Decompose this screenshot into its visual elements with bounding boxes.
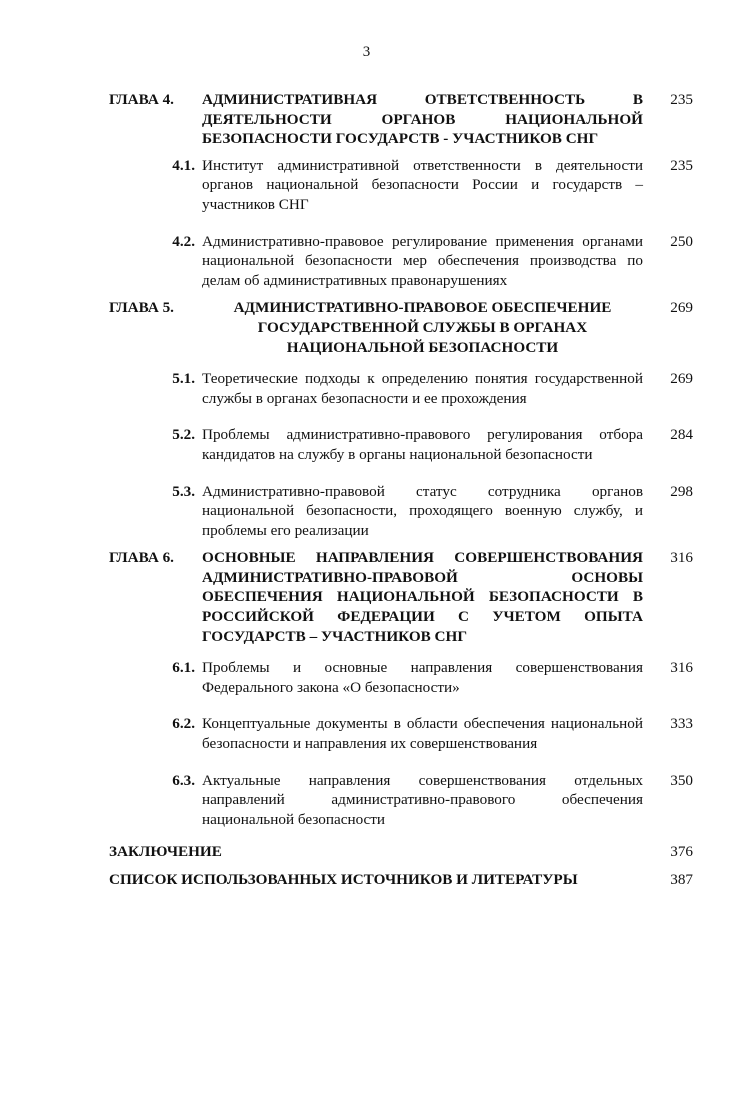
section-label: 5.2.: [172, 426, 195, 444]
table-of-contents: [109, 90, 693, 898]
chapter-title: АДМИНИСТРАТИВНАЯ ОТВЕТСТВЕННОСТЬ В ДЕЯТЕЛЬНОСТИ ОРГАНОВ НАЦИОНАЛЬНОЙ БЕЗОПАСНОСТИ ГОСУДАРСТВ - УЧАСТНИКОВ СНГ: [202, 91, 643, 148]
section-title: Административно-правовое регулирование применения органами национальной безопасности мер обеспечения производства по делам об административных правонарушениях: [202, 232, 643, 289]
section-title: Проблемы и основные направления совершенствования Федерального закона «О безопасности»: [202, 659, 643, 696]
section-label: 4.2.: [172, 232, 195, 250]
page-ref: 269: [670, 370, 693, 388]
toc-section-4-2: [109, 232, 693, 291]
chapter-label: ГЛАВА 4.: [109, 91, 174, 108]
section-title: Административно-правовой статус сотрудника органов национальной безопасности, проходящего военную службу, и проблемы его реализации: [202, 482, 643, 539]
toc-section-6-3: [109, 771, 693, 830]
chapter-label: ГЛАВА 6.: [109, 549, 174, 567]
section-label: 6.2.: [172, 715, 195, 733]
bibliography-title: СПИСОК ИСПОЛЬЗОВАННЫХ ИСТОЧНИКОВ И ЛИТЕРАТУРЫ: [109, 871, 578, 888]
page-ref: 387: [670, 871, 693, 888]
page-ref: 235: [670, 156, 693, 174]
page-ref: 250: [670, 232, 693, 250]
toc-chapter-5: [109, 298, 693, 357]
page-ref: 269: [670, 299, 693, 317]
toc-section-5-2: [109, 425, 693, 464]
toc-section-4-1: [109, 156, 693, 215]
section-title: Актуальные направления совершенствования отдельных направлений административно-правового обеспечения национальной безопасности: [202, 771, 643, 828]
page-ref: 316: [670, 659, 693, 677]
toc-section-6-2: [109, 714, 693, 753]
toc-chapter-4: [109, 90, 693, 149]
chapter-label: ГЛАВА 5.: [109, 299, 174, 317]
section-title: Институт административной ответственности в деятельности органов национальной безопасности России и государств – участников СНГ: [202, 156, 643, 213]
page-ref: 350: [670, 771, 693, 789]
section-label: 4.1.: [172, 156, 195, 174]
page-ref: 316: [670, 549, 693, 567]
section-label: 6.3.: [172, 771, 195, 789]
section-title: Концептуальные документы в области обеспечения национальной безопасности и направления их совершенствования: [202, 715, 643, 753]
chapter-title: ОСНОВНЫЕ НАПРАВЛЕНИЯ СОВЕРШЕНСТВОВАНИЯ АДМИНИСТРАТИВНО-ПРАВОВОЙ ОСНОВЫ ОБЕСПЕЧЕНИЯ НАЦИОНАЛЬНОЙ БЕЗОПАСНОСТИ В РОССИЙСКОЙ ФЕДЕРАЦИИ С УЧЕТОМ ОПЫТА ГОСУДАРСТВ – УЧАСТНИКОВ СНГ: [202, 549, 643, 645]
section-label: 5.3.: [172, 482, 195, 500]
section-label: 6.1.: [172, 659, 195, 677]
page-ref: 298: [670, 482, 693, 500]
page-ref: 284: [670, 426, 693, 444]
section-label: 5.1.: [172, 370, 195, 388]
chapter-title: АДМИНИСТРАТИВНО-ПРАВОВОЕ ОБЕСПЕЧЕНИЕ ГОСУДАРСТВЕННОЙ СЛУЖБЫ В ОРГАНАХ НАЦИОНАЛЬНОЙ БЕЗОПАСНОСТИ: [233, 299, 612, 356]
toc-section-5-3: [109, 482, 693, 541]
conclusion-title: ЗАКЛЮЧЕНИЕ: [109, 843, 222, 861]
section-title: Проблемы административно-правового регулирования отбора кандидатов на службу в органы национальной безопасности: [202, 426, 643, 463]
toc-chapter-6: [109, 548, 693, 646]
toc-bibliography: [109, 870, 693, 890]
section-title: Теоретические подходы к определению понятия государственной службы в органах безопасности и ее прохождения: [202, 370, 643, 407]
page-number: 3: [362, 44, 371, 60]
toc-conclusion: [109, 842, 693, 862]
page-ref: 333: [670, 715, 693, 733]
toc-section-5-1: [109, 369, 693, 408]
page-ref: 376: [670, 843, 693, 861]
page-ref: 235: [670, 91, 693, 108]
toc-section-6-1: [109, 658, 693, 697]
